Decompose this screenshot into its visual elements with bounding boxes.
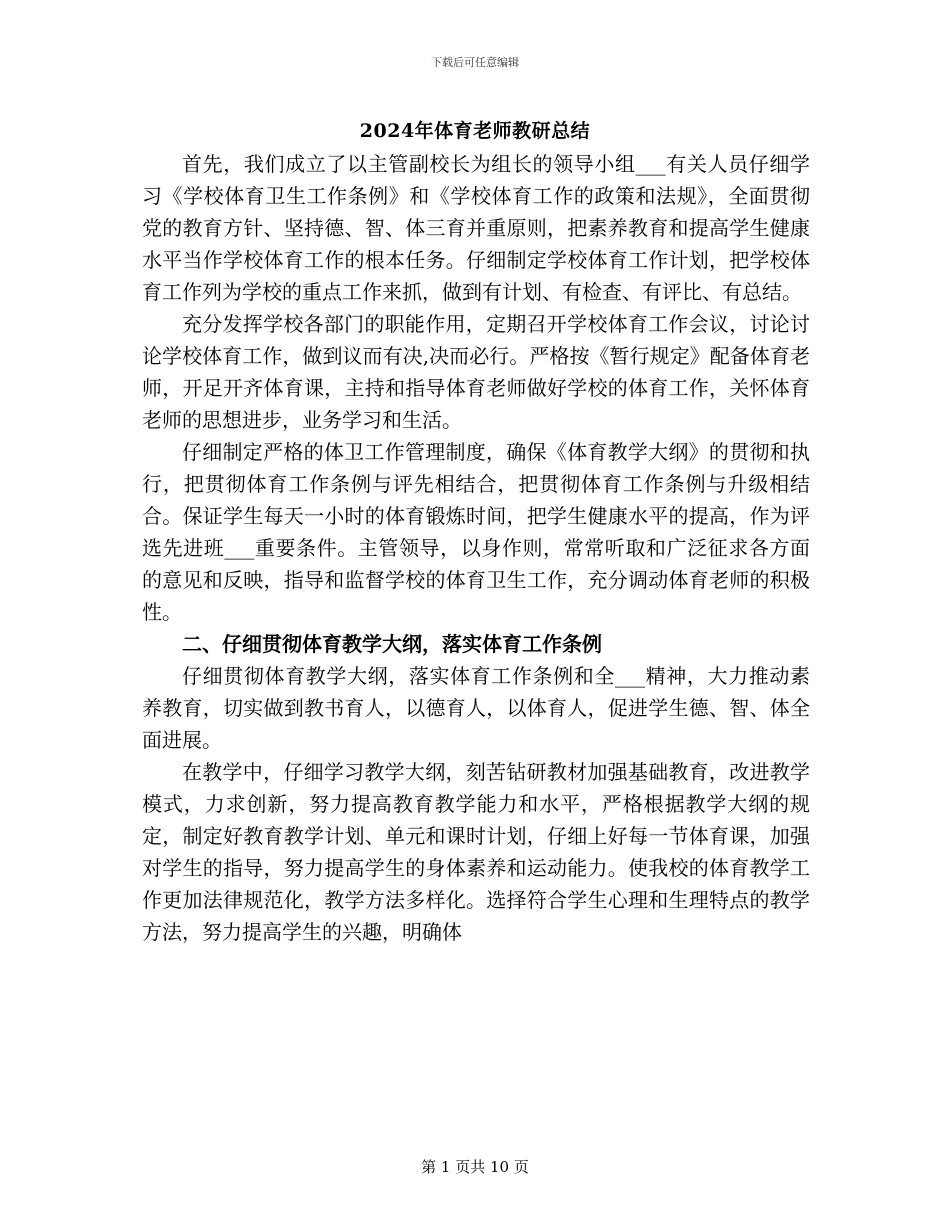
document-body xyxy=(142,148,810,948)
body-paragraph-3: 仔细制定严格的体卫工作管理制度，确保《体育教学大纲》的贯彻和执行，把贯彻体育工作条例与评先相结合，把贯彻体育工作条例与升级相结合。保证学生每天一小时的体育锻炼时间，把学生健康水平的提高，作为评选先进班___重要条件。主管领导，以身作则，常常听取和广泛征求各方面的意见和反映，指导和监督学校的体育卫生工作，充分调动体育老师的积极性。 xyxy=(142,440,810,624)
body-paragraph-2: 充分发挥学校各部门的职能作用，定期召开学校体育工作会议，讨论讨论学校体育工作，做到议而有决,决而必行。严格按《暂行规定》配备体育老师，开足开齐体育课，主持和指导体育老师做好学校的体育工作，关怀体育老师的思想进步，业务学习和生活。 xyxy=(142,312,810,432)
page-header-note: 下载后可任意编辑 xyxy=(431,56,519,69)
section-heading-2: 二、仔细贯彻体育教学大纲，落实体育工作条例 xyxy=(182,632,602,656)
page-number-footer: 第 1 页共 10 页 xyxy=(421,1158,529,1176)
body-paragraph-1: 首先，我们成立了以主管副校长为组长的领导小组___有关人员仔细学习《学校体育卫生工作条例》和《学校体育工作的政策和法规》，全面贯彻党的教育方针、坚持德、智、体三育并重原则，把素养教育和提高学生健康水平当作学校体育工作的根本任务。仔细制定学校体育工作计划，把学校体育工作列为学校的重点工作来抓，做到有计划、有检查、有评比、有总结。 xyxy=(142,152,810,304)
document-title: 2024年体育老师教研总结 xyxy=(359,120,591,142)
body-paragraph-5: 在教学中，仔细学习教学大纲，刻苦钻研教材加强基础教育，改进教学模式，力求创新，努力提高教育教学能力和水平，严格根据教学大纲的规定，制定好教育教学计划、单元和课时计划，仔细上好每一节体育课，加强对学生的指导，努力提高学生的身体素养和运动能力。使我校的体育教学工作更加法律规范化，教学方法多样化。选择符合学生心理和生理特点的教学方法，努力提高学生的兴趣，明确体 xyxy=(142,760,810,944)
body-paragraph-4: 仔细贯彻体育教学大纲，落实体育工作条例和全___精神，大力推动素养教育，切实做到教书育人，以德育人，以体育人，促进学生德、智、体全面进展。 xyxy=(142,664,810,752)
